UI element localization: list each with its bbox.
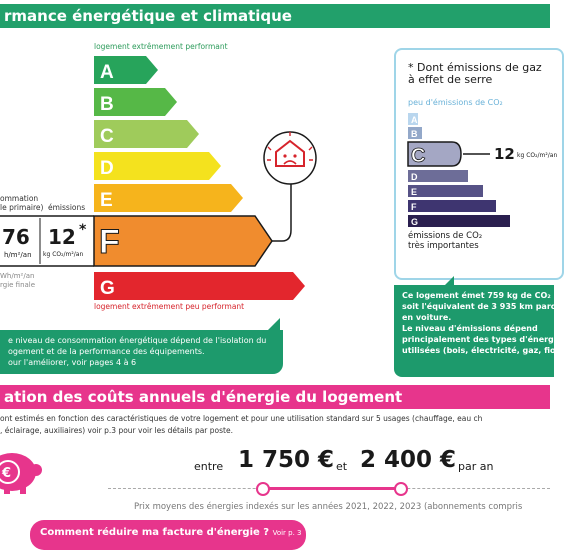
energy-class-A-letter: A (100, 62, 114, 83)
cost-range-low-handle (256, 482, 270, 496)
energy-bottom-label: logement extrêmement peu performant (94, 302, 245, 311)
energy-class-G-letter: G (100, 278, 115, 299)
ghg-bottom-label: émissions de CO₂ très importantes (408, 231, 483, 251)
ghg-info-box: Ce logement émet 759 kg de CO₂ soit l'équivalent de 3 935 km parc en voiture. Le niveau d'émissions dépend principalement des types d'énergie utilisées (bois, électricité, gaz, fioul (394, 285, 554, 377)
ghg-top-label: peu d'émissions de CO₂ (408, 98, 503, 107)
cost-per-year-label: par an (458, 460, 494, 473)
energy-class-D-letter: D (100, 158, 114, 179)
ghg-title: * Dont émissions de gaz à effet de serre (408, 61, 542, 86)
energy-class-E-letter: E (100, 190, 113, 211)
energy-class-A (94, 56, 158, 84)
cost-between-label: entre (194, 460, 224, 473)
energy-section-header: rmance énergétique et climatique (0, 4, 550, 28)
ghg-value: 12 (494, 145, 515, 163)
energy-class-F-letter: F (99, 223, 120, 261)
reduce-bill-page: Voir p. 3 (272, 529, 302, 537)
ghg-unit: kg CO₂/m²/an (517, 152, 558, 159)
energy-class-E (94, 184, 243, 212)
consumption-unit: h/m²/an (4, 251, 32, 259)
energy-top-label: logement extrêmement performant (94, 42, 228, 51)
consumption-label: ommation le primaire) (0, 194, 44, 212)
cost-high-value: 2 400 € (360, 447, 457, 473)
cost-range-fill (262, 487, 400, 490)
energy-class-D (94, 152, 221, 180)
consumption-value: 76 (2, 225, 30, 249)
cost-range-high-handle (394, 482, 408, 496)
cost-description: ont estimés en fonction des caractéristiques de votre logement et pour une utilisation standard sur 5 usages (chauffage, eau ch , éclairage, auxiliaires) voir p.3 pour voir les détails par poste. (0, 414, 483, 435)
svg-text:A: A (411, 115, 418, 125)
cost-and-label: et (336, 460, 348, 473)
svg-text:G: G (411, 217, 419, 227)
svg-text:D: D (411, 172, 418, 182)
reduce-bill-label: Comment réduire ma facture d'énergie ? (40, 527, 270, 538)
energy-class-C-letter: C (100, 126, 114, 147)
emissions-value: 12 (48, 225, 76, 249)
svg-text:B: B (411, 129, 418, 139)
final-energy-label: Wh/m²/an rgie finale (0, 272, 36, 289)
energy-info-pointer (268, 318, 280, 330)
energy-sieve-icon (264, 132, 316, 184)
emissions-label: émissions (48, 203, 86, 212)
piggy-bank-icon (0, 448, 50, 496)
svg-text:F: F (411, 202, 417, 212)
energy-class-G (94, 272, 305, 300)
emissions-star: * (79, 222, 87, 238)
energy-class-B-letter: B (100, 94, 114, 115)
svg-text:E: E (411, 187, 418, 197)
piggy-euro-symbol: € (2, 466, 12, 481)
emissions-unit: kg CO₂/m²/an (43, 251, 84, 258)
energy-info-box: e niveau de consommation énergétique dépend de l'isolation du ogement et de la performance des équipements. our l'améliorer, voir pages 4 à 6 (0, 330, 283, 374)
energy-class-F-selected (94, 216, 272, 266)
reduce-bill-button[interactable] (30, 520, 306, 550)
cost-low-value: 1 750 € (238, 447, 335, 473)
prices-note: Prix moyens des énergies indexés sur les années 2021, 2022, 2023 (abonnements compris (134, 502, 523, 512)
cost-section-header: ation des coûts annuels d'énergie du logement (0, 385, 550, 409)
energy-class-B (94, 88, 177, 116)
energy-class-C (94, 120, 199, 148)
svg-text:C: C (411, 145, 426, 167)
